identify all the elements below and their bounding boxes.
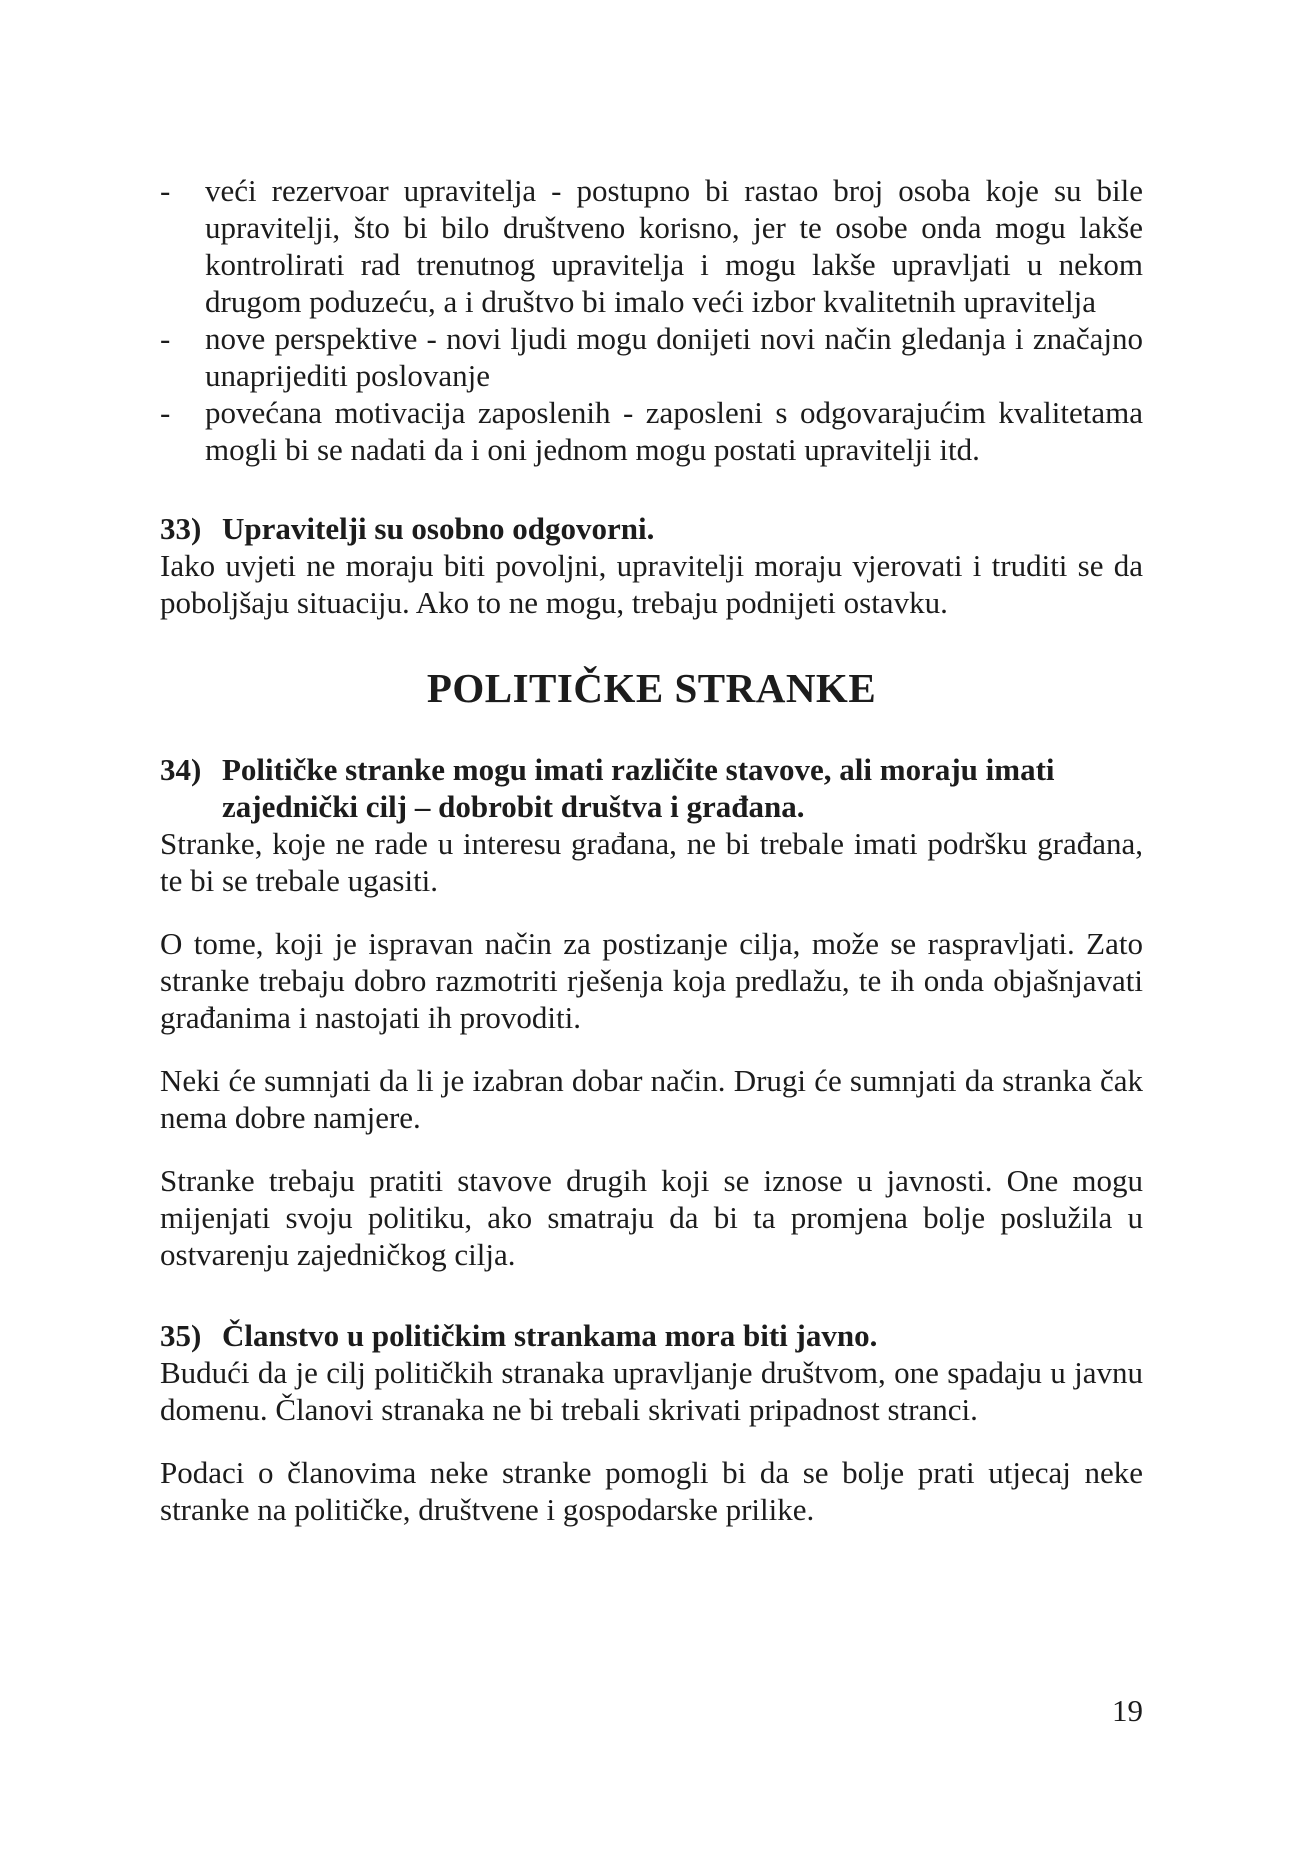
list-item: [160, 320, 1143, 394]
list-item: [160, 172, 1143, 320]
thesis-number: 33): [160, 511, 202, 546]
thesis-35-heading: [160, 1317, 1143, 1354]
paragraph: Stranke trebaju pratiti stavove drugih koji se iznose u javnosti. One mogu mijenjati svoju politiku, ako smatraju da bi ta promjena bolje poslužila u ostvarenju zajedničkog cilja.: [160, 1163, 1143, 1272]
page-number: 19: [1112, 1693, 1143, 1728]
paragraph: Neki će sumnjati da li je izabran dobar način. Drugi će sumnjati da stranka čak nema dobre namjere.: [160, 1063, 1143, 1135]
list-item-text: povećana motivacija zaposlenih - zaposleni s odgovarajućim kvalitetama mogli bi se nadati da i oni jednom mogu postati upravitelji itd.: [205, 395, 1143, 467]
paragraph: O tome, koji je ispravan način za postizanje cilja, može se raspravljati. Zato stranke trebaju dobro razmotriti rješenja koja predlažu, te ih onda objašnjavati građanima i nastojati ih provoditi.: [160, 926, 1143, 1035]
list-item-text: veći rezervoar upravitelja - postupno bi rastao broj osoba koje su bile upravitelji, što bi bilo društveno korisno, jer te osobe onda mogu lakše kontrolirati rad trenutnog upravitelja i mogu lakše upravljati u nekom drugom poduzeću, a i društvo bi imalo veći izbor kvalitetnih upravitelja: [205, 173, 1143, 319]
thesis-title: Političke stranke mogu imati različite stavove, ali moraju imati zajednički cilj – dobrobit društva i građana.: [222, 752, 1055, 824]
thesis-33-heading: [160, 510, 1143, 547]
section-title: POLITIČKE STRANKE: [426, 665, 877, 711]
paragraph: Budući da je cilj političkih stranaka upravljanje društvom, one spadaju u javnu domenu. Članovi stranaka ne bi trebali skrivati pripadnost stranci.: [160, 1355, 1143, 1427]
thesis-title: Upravitelji su osobno odgovorni.: [222, 511, 655, 546]
paragraph: Podaci o članovima neke stranke pomogli bi da se bolje prati utjecaj neke stranke na političke, društvene i gospodarske prilike.: [160, 1455, 1143, 1527]
bullet-list: [160, 172, 1143, 468]
dash-marker: -: [160, 395, 171, 430]
thesis-34-heading: [160, 751, 1143, 825]
dash-marker: -: [160, 173, 171, 208]
paragraph: Iako uvjeti ne moraju biti povoljni, upravitelji moraju vjerovati i truditi se da poboljšaju situaciju. Ako to ne mogu, trebaju podnijeti ostavku.: [160, 548, 1143, 620]
thesis-number: 35): [160, 1318, 202, 1353]
page-content: [160, 172, 1143, 1528]
dash-marker: -: [160, 321, 171, 356]
thesis-title: Članstvo u političkim strankama mora biti javno.: [222, 1318, 878, 1353]
list-item: [160, 394, 1143, 468]
paragraph: Stranke, koje ne rade u interesu građana, ne bi trebale imati podršku građana, te bi se trebale ugasiti.: [160, 826, 1143, 898]
list-item-text: nove perspektive - novi ljudi mogu donijeti novi način gledanja i značajno unaprijediti poslovanje: [205, 321, 1143, 393]
thesis-number: 34): [160, 752, 202, 787]
